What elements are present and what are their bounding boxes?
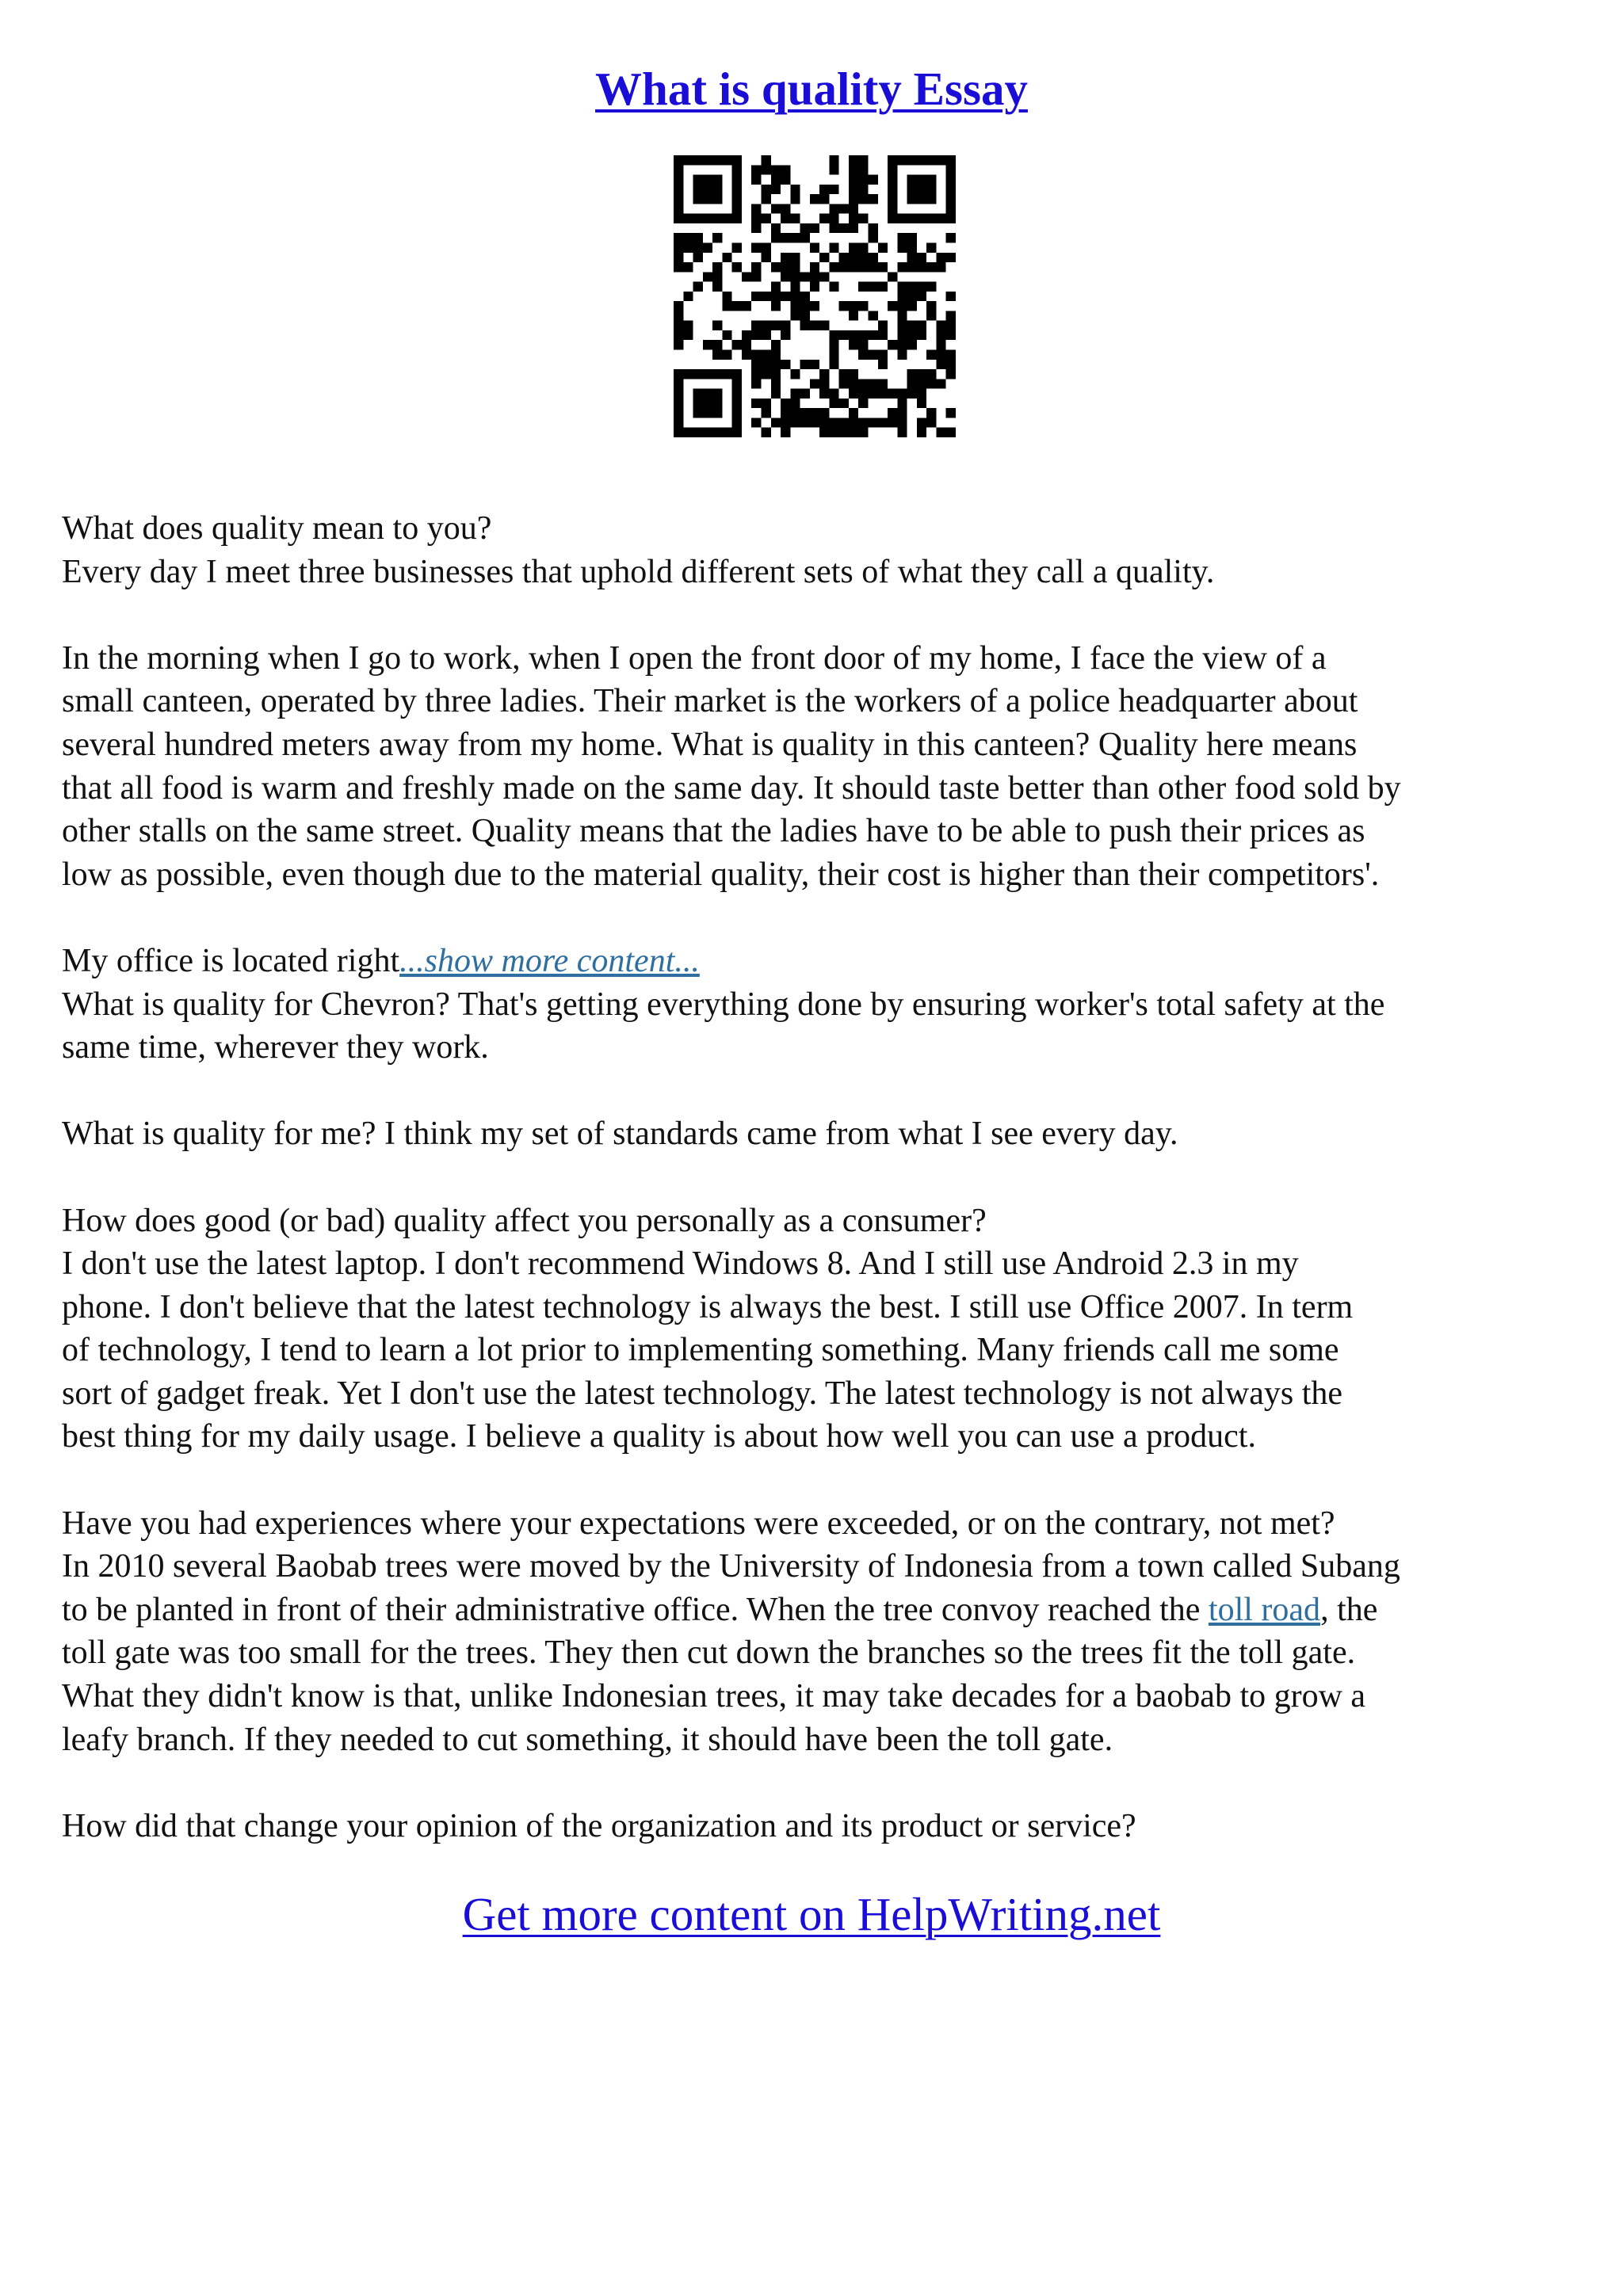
paragraph-6 xyxy=(62,1502,1568,1762)
text-line: best thing for my daily usage. I believe a quality is about how well you can use a product. xyxy=(62,1418,1256,1455)
question-heading: How did that change your opinion of the organization and its product or service? xyxy=(62,1807,1136,1844)
text-fragment: My office is located right xyxy=(62,942,400,979)
paragraph-1 xyxy=(62,507,1568,593)
text-line: Every day I meet three businesses that uphold different sets of what they call a quality. xyxy=(62,553,1215,590)
text-line: sort of gadget freak. Yet I don't use the latest technology. The latest technology is not always the xyxy=(62,1375,1343,1412)
text-line: same time, wherever they work. xyxy=(62,1029,489,1066)
text-line: other stalls on the same street. Quality means that the ladies have to be able to push their prices as xyxy=(62,813,1365,850)
text-line xyxy=(62,1589,1568,1632)
question-heading: What does quality mean to you? xyxy=(62,510,492,547)
text-line: phone. I don't believe that the latest technology is always the best. I still use Office 2007. In term xyxy=(62,1288,1354,1325)
page-title xyxy=(0,57,1623,120)
footer xyxy=(0,1882,1623,1946)
text-line: several hundred meters away from my home. What is quality in this canteen? Quality here means xyxy=(62,726,1358,763)
text-line: In the morning when I go to work, when I open the front door of my home, I face the view of a xyxy=(62,639,1327,677)
text-fragment: to be planted in front of their administrative office. When the tree convoy reached the xyxy=(62,1591,1209,1628)
text-fragment: , the xyxy=(1320,1591,1378,1628)
paragraph-3 xyxy=(62,940,1568,1070)
more-content-link[interactable]: Get more content on HelpWriting.net xyxy=(462,1888,1161,1940)
qr-code-icon xyxy=(674,155,956,437)
text-line: of technology, I tend to learn a lot prior to implementing something. Many friends call me some xyxy=(62,1332,1339,1369)
paragraph-5 xyxy=(62,1199,1568,1459)
paragraph-7 xyxy=(62,1805,1568,1848)
toll-road-link[interactable]: toll road xyxy=(1208,1591,1321,1628)
text-line: In 2010 several Baobab trees were moved by the University of Indonesia from a town called Subang xyxy=(62,1548,1400,1585)
text-line: What they didn't know is that, unlike Indonesian trees, it may take decades for a baobab to grow a xyxy=(62,1678,1366,1715)
text-line: low as possible, even though due to the material quality, their cost is higher than their competitors'. xyxy=(62,856,1380,893)
text-line: leafy branch. If they needed to cut something, it should have been the toll gate. xyxy=(62,1721,1113,1758)
title-link[interactable]: What is quality Essay xyxy=(595,63,1028,115)
paragraph-4 xyxy=(62,1112,1568,1156)
text-line: What is quality for Chevron? That's getting everything done by ensuring worker's total safety at the xyxy=(62,986,1385,1023)
question-heading: How does good (or bad) quality affect you personally as a consumer? xyxy=(62,1202,987,1239)
text-line: that all food is warm and freshly made on the same day. It should taste better than other food sold by xyxy=(62,769,1401,807)
text-line: toll gate was too small for the trees. They then cut down the branches so the trees fit the toll gate. xyxy=(62,1634,1356,1672)
text-line xyxy=(62,940,1568,983)
text-line: I don't use the latest laptop. I don't recommend Windows 8. And I still use Android 2.3 in my xyxy=(62,1245,1299,1283)
text-line: What is quality for me? I think my set of standards came from what I see every day. xyxy=(62,1116,1178,1153)
text-line: small canteen, operated by three ladies. Their market is the workers of a police headquarter about xyxy=(62,683,1358,720)
question-heading: Have you had experiences where your expectations were exceeded, or on the contrary, not met? xyxy=(62,1505,1335,1542)
essay-body xyxy=(62,507,1568,1891)
show-more-link[interactable]: ...show more content... xyxy=(399,942,700,979)
paragraph-2 xyxy=(62,637,1568,897)
